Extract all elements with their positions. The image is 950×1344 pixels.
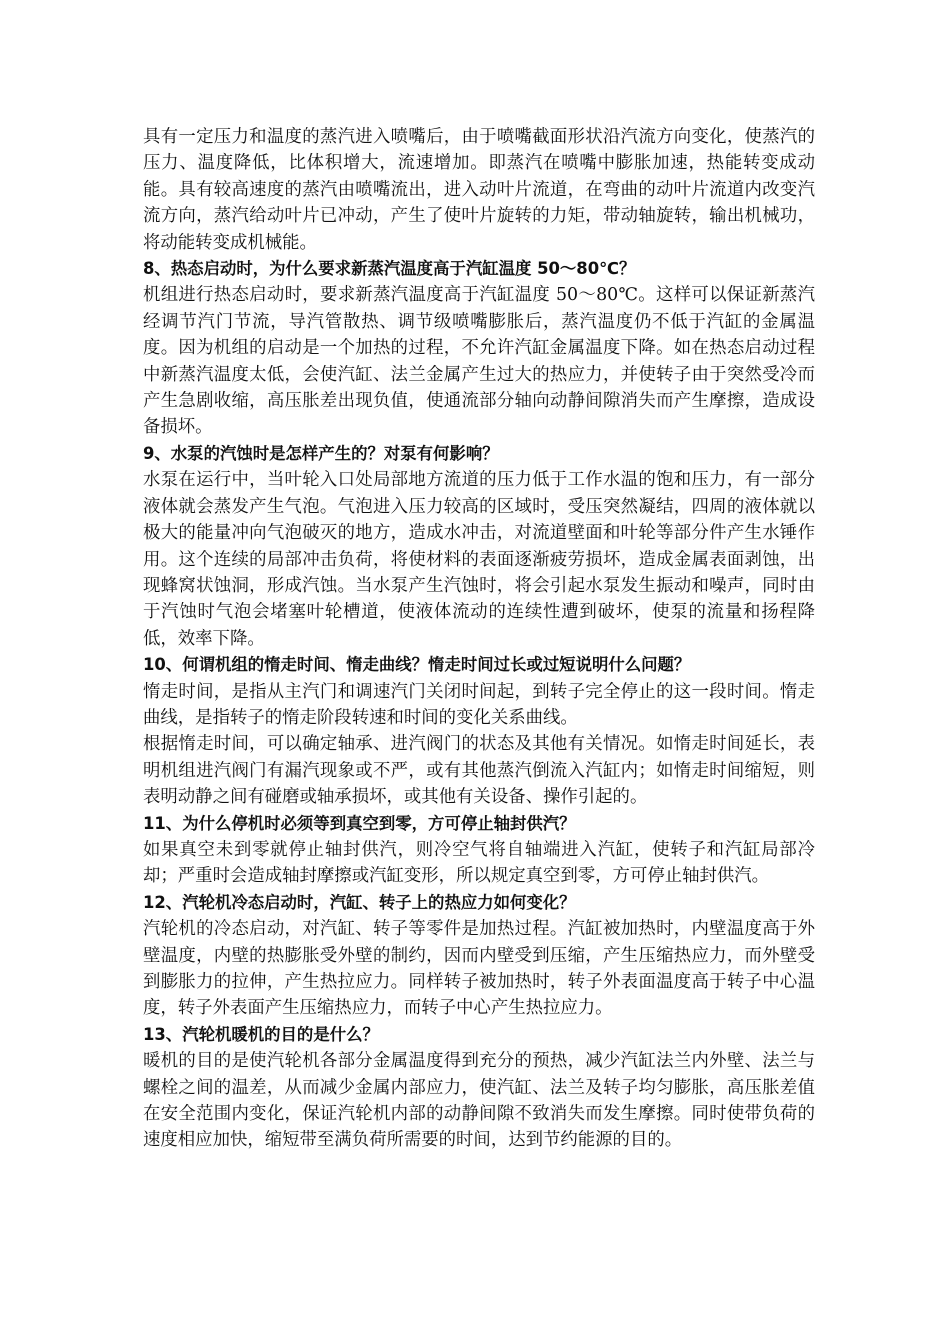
intro-paragraph: 具有一定压力和温度的蒸汽进入喷嘴后，由于喷嘴截面形状沿汽流方向变化，使蒸汽的压力、温度降低，比体积增大，流速增加。即蒸汽在喷嘴中膨胀加速，热能转变成动能。具有较高速度的蒸汽由喷嘴流出，进入动叶片流道，在弯曲的动叶片流道内改变汽流方向，蒸汽给动叶片已冲动，产生了使叶片旋转的力矩，带动轴旋转，输出机械功，将动能转变成机械能。 <box>143 127 815 253</box>
answer-paragraph: 根据惰走时间，可以确定轴承、进汽阀门的状态及其他有关情况。如惰走时间延长，表明机组进汽阀门有漏汽现象或不严，或有其他蒸汽倒流入汽缸内；如惰走时间缩短，则表明动静之间有碰磨或轴承损坏，或其他有关设备、操作引起的。 <box>143 734 815 808</box>
question-heading: 13、汽轮机暖机的目的是什么？ <box>143 1024 379 1044</box>
document-page <box>143 124 815 1154</box>
answer-paragraph: 暖机的目的是使汽轮机各部分金属温度得到充分的预热，减少汽缸法兰内外壁、法兰与螺栓之间的温差，从而减少金属内部应力，使汽缸、法兰及转子均匀膨胀，高压胀差值在安全范围内变化，保证汽轮机内部的动静间隙不致消失而发生摩擦。同时使带负荷的速度相应加快，缩短带至满负荷所需要的时间，达到节约能源的目的。 <box>143 1051 815 1151</box>
answer-paragraph: 汽轮机的冷态启动，对汽缸、转子等零件是加热过程。汽缸被加热时，内壁温度高于外壁温度，内壁的热膨胀受外壁的制约，因而内壁受到压缩，产生压缩热应力，而外壁受到膨胀力的拉伸，产生热拉应力。同样转子被加热时，转子外表面温度高于转子中心温度，转子外表面产生压缩热应力，而转子中心产生热拉应力。 <box>143 919 815 1019</box>
question-heading: 8、热态启动时，为什么要求新蒸汽温度高于汽缸温度 50～80℃？ <box>143 259 636 279</box>
section-13 <box>143 1022 815 1154</box>
answer-paragraph: 惰走时间，是指从主汽门和调速汽门关闭时间起，到转子完全停止的这一段时间。惰走曲线，是指转子的惰走阶段转速和时间的变化关系曲线。 <box>143 681 815 728</box>
section-12 <box>143 890 815 1022</box>
question-heading: 10、何谓机组的惰走时间、惰走曲线？惰走时间过长或过短说明什么问题？ <box>143 655 691 675</box>
question-heading: 12、汽轮机冷态启动时，汽缸、转子上的热应力如何变化？ <box>143 892 576 912</box>
question-heading: 11、为什么停机时必须等到真空到零，方可停止轴封供汽？ <box>143 813 576 833</box>
answer-paragraph: 如果真空未到零就停止轴封供汽，则冷空气将自轴端进入汽缸，使转子和汽缸局部冷却；严重时会造成轴封摩擦或汽缸变形，所以规定真空到零，方可停止轴封供汽。 <box>143 839 815 887</box>
answer-paragraph: 水泵在运行中，当叶轮入口处局部地方流道的压力低于工作水温的饱和压力，有一部分液体就会蒸发产生气泡。气泡进入压力较高的区域时，受压突然凝结，四周的液体就以极大的能量冲向气泡破灭的地方，造成水冲击，对流道壁面和叶轮等部分件产生水锤作用。这个连续的局部冲击负荷，将使材料的表面逐渐疲劳损坏，造成金属表面剥蚀，出现蜂窝状蚀洞，形成汽蚀。当水泵产生汽蚀时，将会引起水泵发生振动和噪声，同时由于汽蚀时气泡会堵塞叶轮槽道，使液体流动的连续性遭到破坏，使泵的流量和扬程降低，效率下降。 <box>143 470 815 649</box>
section-8 <box>143 256 815 441</box>
question-heading: 9、水泵的汽蚀时是怎样产生的？对泵有何影响？ <box>143 443 499 463</box>
answer-paragraph: 机组进行热态启动时，要求新蒸汽温度高于汽缸温度 50～80℃。这样可以保证新蒸汽经调节汽门节流，导汽管散热、调节级喷嘴膨胀后，蒸汽温度仍不低于汽缸的金属温度。因为机组的启动是一个加热的过程，不允许汽缸金属温度下降。如在热态启动过程中新蒸汽温度太低，会使汽缸、法兰金属产生过大的热应力，并使转子由于突然受冷而产生急剧收缩，高压胀差出现负值，使通流部分轴向动静间隙消失而产生摩擦，造成设备损坏。 <box>143 285 815 438</box>
section-10 <box>143 652 815 810</box>
section-11 <box>143 811 815 890</box>
section-9 <box>143 441 815 652</box>
